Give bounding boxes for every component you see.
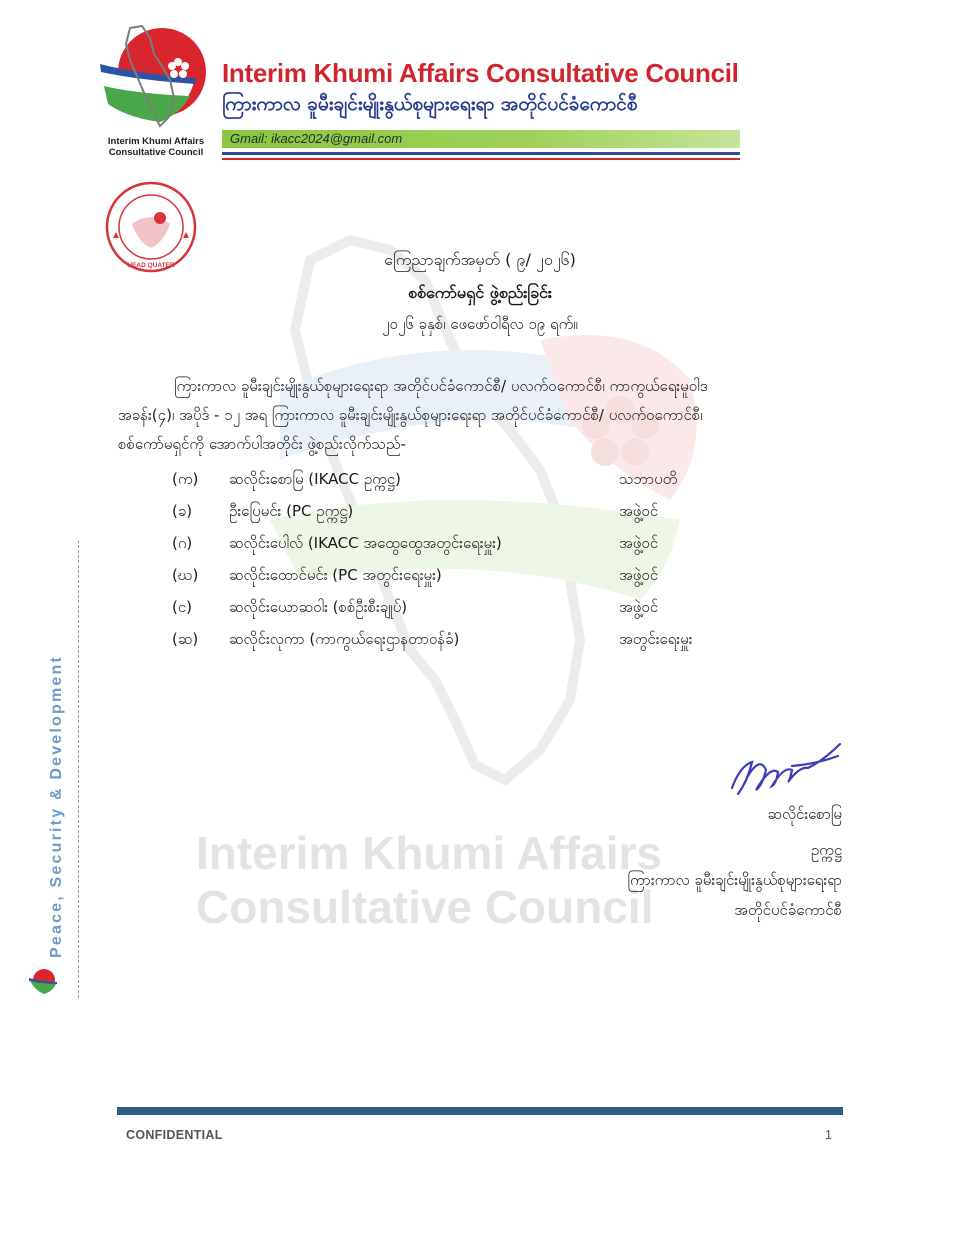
member-role: အဖွဲ့ဝင်	[619, 598, 659, 616]
paragraph-line: စစ်ကော်မရှင်ကို အောက်ပါအတိုင်း ဖွဲ့စည်းလိုက်သည်-	[118, 435, 406, 453]
gmail-address: Gmail: ikacc2024@gmail.com	[230, 131, 403, 146]
watermark-text	[196, 826, 662, 934]
member-row	[0, 470, 960, 498]
member-row	[0, 502, 960, 530]
confidential-label: CONFIDENTIAL	[126, 1128, 223, 1142]
member-name: ဆလိုင်းပေါလ် (IKACC အထွေထွေအတွင်းရေးမှူး)	[229, 534, 502, 552]
body-paragraph	[118, 372, 848, 459]
page-number: 1	[825, 1128, 832, 1142]
member-number: (ဂ)	[172, 534, 193, 552]
member-name: ဆလိုင်းထောင်မင်း (PC အတွင်းရေးမှူး)	[229, 566, 442, 584]
signatory-title: ဥက္ကဋ္ဌ	[810, 841, 842, 859]
org-name-myanmar: ကြားကာလ ခူမီးချင်းမျိုးနွယ်စုများရေးရာ အတိုင်ပင်ခံကောင်စီ	[222, 93, 638, 115]
member-role: အဖွဲ့ဝင်	[619, 502, 659, 520]
member-row	[0, 598, 960, 626]
notice-number: ကြေညာချက်အမှတ် ( ၉/ ၂၀၂၆)	[384, 250, 576, 269]
notice-subject: စစ်ကော်မရှင် ဖွဲ့စည်းခြင်း	[408, 283, 552, 302]
org-name-english: Interim Khumi Affairs Consultative Council	[222, 58, 739, 88]
signatory-name: ဆလိုင်းစောမြ	[767, 805, 842, 823]
member-role: အဖွဲ့ဝင်	[619, 566, 659, 584]
gmail-bar	[222, 130, 740, 148]
member-row	[0, 566, 960, 594]
member-number: (က)	[172, 470, 199, 488]
member-role: အတွင်းရေးမှူး	[619, 630, 693, 648]
footer-bar	[117, 1107, 843, 1115]
member-number: (င)	[172, 598, 193, 616]
member-role: သဘာပတိ	[619, 470, 678, 488]
member-name: ဆလိုင်းလုကာ (ကာကွယ်ရေးဌာနတာဝန်ခံ)	[229, 630, 460, 648]
member-name: ဦးပြေမင်း (PC ဥက္ကဋ္ဌ)	[229, 502, 354, 520]
member-role: အဖွဲ့ဝင်	[619, 534, 659, 552]
signatory-org-line-2: အတိုင်ပင်ခံကောင်စီ	[734, 901, 842, 919]
member-number: (ခ)	[172, 502, 193, 520]
member-name: ဆလိုင်းစောမြ (IKACC ဥက္ကဋ္ဌ)	[229, 470, 401, 488]
member-row	[0, 630, 960, 658]
paragraph-line: ကြားကာလ ခူမီးချင်းမျိုးနွယ်စုများရေးရာ အတိုင်ပင်ခံကောင်စီ/ ပလက်ဝကောင်စီ၊ ကာကွယ်ရေးမူဝါဒ	[174, 377, 708, 395]
notice-date: ၂၀၂၆ ခုနှစ်၊ ဖေဖော်ဝါရီလ ၁၉ ရက်။	[382, 315, 578, 333]
watermark-line-2: Consultative Council	[196, 881, 654, 933]
paragraph-line: အခန်း(၄)၊ အပိုဒ် - ၁၂ အရ ကြားကာလ ခူမီးချင်းမျိုးနွယ်စုများရေးရာ အတိုင်ပင်ခံကောင်စီ/ ပလက်ဝကောင်စီ၊	[118, 406, 703, 424]
seal-bottom-text: HEAD QUATER	[127, 262, 175, 269]
logo-caption: Interim Khumi Affairs Consultative Council	[107, 136, 205, 158]
member-name: ဆလိုင်းယောဆဝါး (စစ်ဦးစီးချုပ်)	[229, 598, 408, 616]
header-divider-red	[222, 158, 740, 160]
org-logo	[98, 22, 218, 134]
member-number: (ဆ)	[172, 630, 199, 648]
small-logo-icon	[26, 966, 60, 996]
signatory-org-line-1: ကြားကာလ ခူမီးချင်းမျိုးနွယ်စုများရေးရာ	[627, 871, 842, 889]
member-number: (ဃ)	[172, 566, 199, 584]
side-slogan: Peace, Security & Development	[48, 654, 65, 958]
member-row	[0, 534, 960, 562]
watermark-line-1: Interim Khumi Affairs	[196, 827, 663, 879]
header-divider-blue	[222, 152, 740, 155]
handwritten-signature	[726, 736, 846, 800]
